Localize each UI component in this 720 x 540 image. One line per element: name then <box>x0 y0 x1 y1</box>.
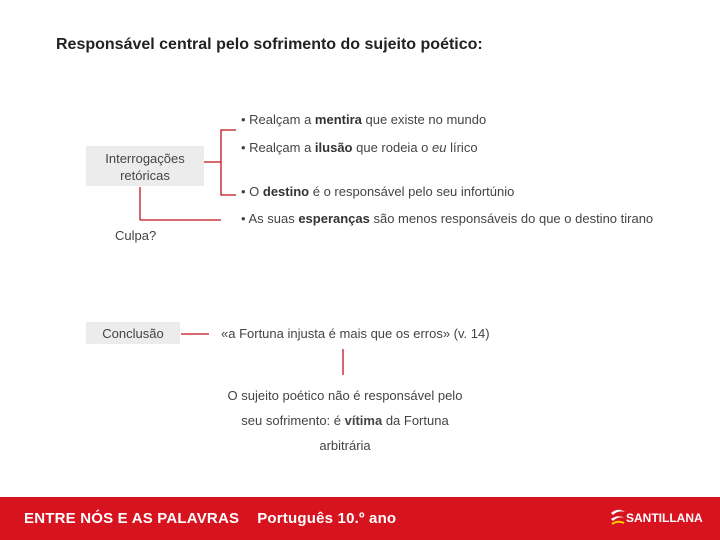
bullet-keyword: mentira <box>314 112 362 127</box>
culpa-label: Culpa? <box>115 228 157 243</box>
bullet-text: • O <box>241 184 263 199</box>
bullet-esperancas <box>241 211 653 226</box>
santillana-logo-icon <box>609 507 627 527</box>
bullet-mentira <box>241 112 486 127</box>
quote-text: «a Fortuna injusta é mais que os erros» (v. 14) <box>221 326 490 341</box>
interrogacoes-retoricas-box <box>86 146 204 186</box>
footer-bar <box>0 497 720 540</box>
bullet-text: que existe no mundo <box>361 112 487 127</box>
conclusion-line3: arbitrária <box>319 438 371 453</box>
bullet-text: • Realçam a <box>241 140 315 155</box>
bullet-text: • Realçam a <box>241 112 315 127</box>
bullet-text: • As suas <box>241 211 299 226</box>
footer-title <box>24 510 396 527</box>
conclusion-text <box>210 383 480 458</box>
conclusion-keyword: vítima <box>344 413 383 428</box>
conclusion-line2 <box>210 408 480 433</box>
conclusion-text-part: da Fortuna <box>382 413 449 428</box>
footer-series: ENTRE NÓS E AS PALAVRAS <box>24 510 240 527</box>
bullet-keyword: esperanças <box>298 211 370 226</box>
interrogacoes-label-line1: Interrogações <box>105 151 185 166</box>
bullet-text: são menos responsáveis do que o destino tirano <box>369 211 654 226</box>
interrogacoes-label-line2: retóricas <box>120 168 170 183</box>
footer-publisher: SANTILLANA <box>626 511 703 525</box>
bullet-italic: eu <box>432 140 447 155</box>
bullet-text: é o responsável pelo seu infortúnio <box>309 184 515 199</box>
bullet-text: que rodeia o <box>352 140 433 155</box>
bullet-keyword: destino <box>262 184 310 199</box>
footer-subject: Português 10.º ano <box>257 510 397 527</box>
conclusao-label: Conclusão <box>102 326 164 341</box>
conclusion-line1: O sujeito poético não é responsável pelo <box>227 388 463 403</box>
bullet-text: lírico <box>446 140 478 155</box>
bullet-keyword: ilusão <box>314 140 353 155</box>
bullet-destino <box>241 184 514 199</box>
conclusao-box <box>86 322 180 344</box>
bullet-ilusao <box>241 140 478 155</box>
conclusion-text-part: seu sofrimento: é <box>241 413 345 428</box>
page-title: Responsável central pelo sofrimento do sujeito poético: <box>56 36 483 53</box>
bracket-connector <box>221 130 236 195</box>
